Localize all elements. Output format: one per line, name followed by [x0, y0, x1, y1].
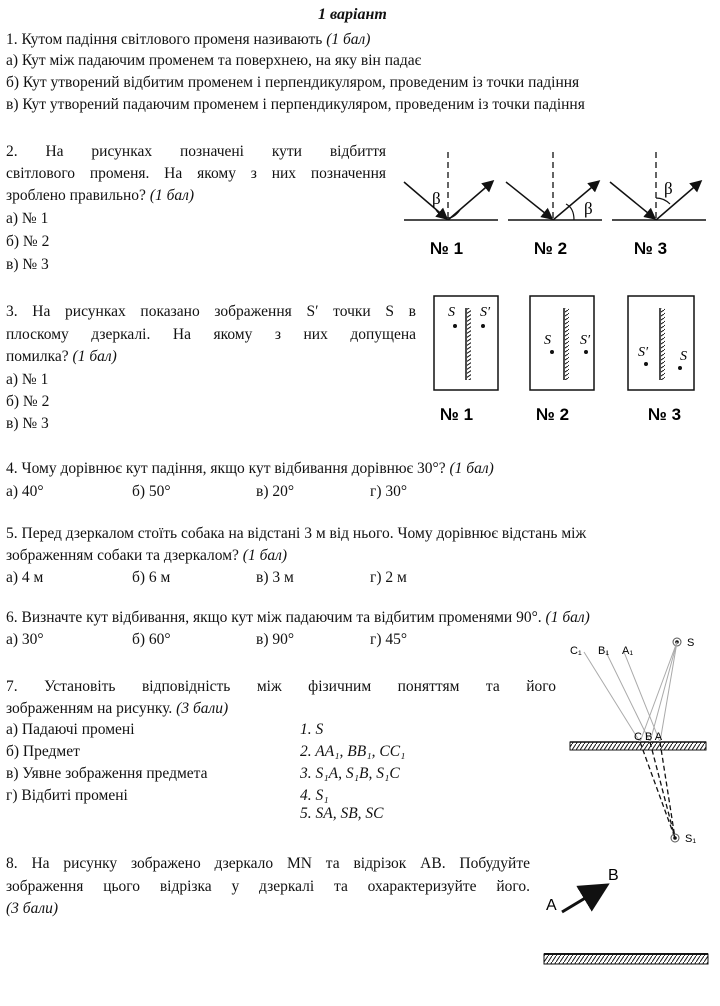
q5-option-d: г) 2 м: [370, 569, 407, 586]
q6-option-d: г) 45°: [370, 631, 408, 648]
q5-option-c: в) 3 м: [256, 569, 294, 586]
q3-fig2-s: S: [544, 333, 551, 348]
q7-fig-s: S: [687, 637, 695, 649]
q1-option-a: а) Кут між падаючим променем та поверхнею, на яку він падає: [6, 52, 422, 69]
q2-line3: зроблено правильно?: [6, 187, 146, 204]
q7-right-3: 3. S₁A, S₁B, S₁C: [300, 765, 400, 782]
q3-points: (1 бал): [72, 348, 117, 365]
q8-segment-ab: [562, 888, 602, 912]
q2-fig2-beta: β: [584, 199, 593, 218]
q8-point-b: B: [608, 867, 619, 884]
q5-option-b: б) 6 м: [132, 569, 171, 586]
q1-option-c: в) Кут утворений падаючим променем і перпендикуляром, проведеним із точки падіння: [6, 96, 585, 113]
q3-line3-wrap: [6, 347, 117, 367]
q2-figure-2: [506, 152, 602, 220]
q2-points: (1 бал): [149, 187, 195, 204]
q4-option-d: г) 30°: [370, 483, 408, 500]
q3-option-b: б) № 2: [6, 393, 50, 410]
q3-option-a: а) № 1: [6, 371, 49, 388]
q3-line1: 3. На рисунках показано зображення S′ точки S в: [6, 303, 416, 320]
q7-right-2: 2. AA₁, BB₁, CC₁: [300, 743, 406, 760]
q3-fig2-s-prime: S′: [580, 333, 591, 348]
q7-line1: 7. Установіть відповідність між фізичним поняттям та його: [6, 678, 556, 695]
q6-text: 6. Визначте кут відбивання, якщо кут між падаючим та відбитим променями 90°.: [6, 609, 542, 626]
q1-option-b: б) Кут утворений відбитим променем і перпендикуляром, проведеним із точки падіння: [6, 74, 580, 91]
q7-fig-c1: C₁: [570, 645, 582, 657]
q8-mirror-mn: [544, 954, 708, 964]
q7-right-4: 4. S₁: [300, 787, 329, 804]
q5-line2: зображенням собаки та дзеркалом?: [6, 547, 239, 564]
q3-line3: помилка?: [6, 348, 69, 365]
q2-fig3-beta: β: [664, 179, 673, 198]
q7-fig-s1: S₁: [685, 833, 697, 845]
q7-points: (3 бали): [176, 700, 229, 717]
q3-fig3-label: № 3: [648, 405, 682, 424]
q7-right-5: 5. SA, SB, SC: [300, 805, 384, 822]
q3-line2: плоскому дзеркалі. На якому з них допущена: [6, 326, 416, 343]
q8-line1: 8. На рисунку зображено дзеркало MN та відрізок AB. Побудуйте: [6, 855, 530, 872]
q7-right-1: 1. S: [300, 721, 324, 738]
q6-option-c: в) 90°: [256, 631, 295, 648]
q7-left-b: б) Предмет: [6, 743, 80, 760]
q2-reflection-figures: [396, 142, 714, 264]
q3-figure-3: [628, 296, 694, 390]
q2-fig3-label: № 3: [634, 239, 668, 258]
q5-line1: 5. Перед дзеркалом стоїть собака на відстані 3 м від нього. Чому дорівнює відстань між: [6, 525, 587, 542]
q2-figure-3: [610, 152, 706, 220]
q4-option-b: б) 50°: [132, 483, 171, 500]
q7-left-a: а) Падаючі промені: [6, 721, 135, 738]
q8-point-a: A: [546, 897, 557, 914]
q3-option-c: в) № 3: [6, 415, 49, 432]
q2-line3-wrap: [6, 186, 194, 206]
q8-line2: зображення цього відрізка у дзеркалі та охарактеризуйте його.: [6, 878, 530, 895]
q2-fig1-beta: β: [432, 189, 441, 208]
q6-question: [6, 608, 590, 628]
q2-option-a: а) № 1: [6, 210, 49, 227]
q2-option-c: в) № 3: [6, 256, 49, 273]
q4-text: 4. Чому дорівнює кут падіння, якщо кут відбивання дорівнює 30°?: [6, 460, 446, 477]
variant-title: 1 варіант: [318, 6, 387, 23]
q5-line2-wrap: [6, 546, 287, 566]
q3-mirror-figures: [430, 294, 706, 428]
q3-figure-2: [530, 296, 594, 390]
q4-option-c: в) 20°: [256, 483, 295, 500]
q4-question: [6, 459, 494, 479]
q8-points: (3 бали): [6, 900, 59, 917]
q7-line2-wrap: [6, 699, 228, 719]
q2-option-b: б) № 2: [6, 233, 50, 250]
q7-fig-cba: C B A: [634, 731, 663, 743]
q2-figure-1: [404, 152, 498, 220]
q1-text: 1. Кутом падіння світлового променя називають: [6, 31, 323, 48]
q5-option-a: а) 4 м: [6, 569, 44, 586]
q3-fig1-label: № 1: [440, 405, 474, 424]
q4-option-a: а) 40°: [6, 483, 44, 500]
q7-fig-b1: B₁: [598, 645, 610, 657]
q2-fig1-label: № 1: [430, 239, 464, 258]
q2-line2: світлового променя. На якому з них позначення: [6, 165, 386, 182]
q6-points: (1 бал): [545, 609, 590, 626]
q5-points: (1 бал): [242, 547, 288, 564]
q3-figure-1: [434, 296, 498, 390]
q7-reflection-figure: [560, 630, 716, 860]
q3-fig3-s: S: [680, 349, 687, 364]
q2-fig2-label: № 2: [534, 239, 568, 258]
q1-question: [6, 30, 370, 50]
q7-line2: зображенням на рисунку.: [6, 700, 173, 717]
q3-fig2-label: № 2: [536, 405, 570, 424]
q8-segment-figure: [540, 860, 712, 976]
q3-fig1-s-prime: S′: [480, 305, 491, 320]
q7-left-d: г) Відбиті промені: [6, 787, 128, 804]
q4-points: (1 бал): [449, 460, 494, 477]
q3-fig3-s-prime: S′: [638, 345, 649, 360]
q6-option-b: б) 60°: [132, 631, 171, 648]
q6-option-a: а) 30°: [6, 631, 44, 648]
q2-line1: 2. На рисунках позначені кути відбиття: [6, 143, 386, 160]
q7-left-c: в) Уявне зображення предмета: [6, 765, 208, 782]
q7-fig-a1: A₁: [622, 645, 634, 657]
q3-fig1-s: S: [448, 305, 455, 320]
q1-points: (1 бал): [326, 31, 371, 48]
